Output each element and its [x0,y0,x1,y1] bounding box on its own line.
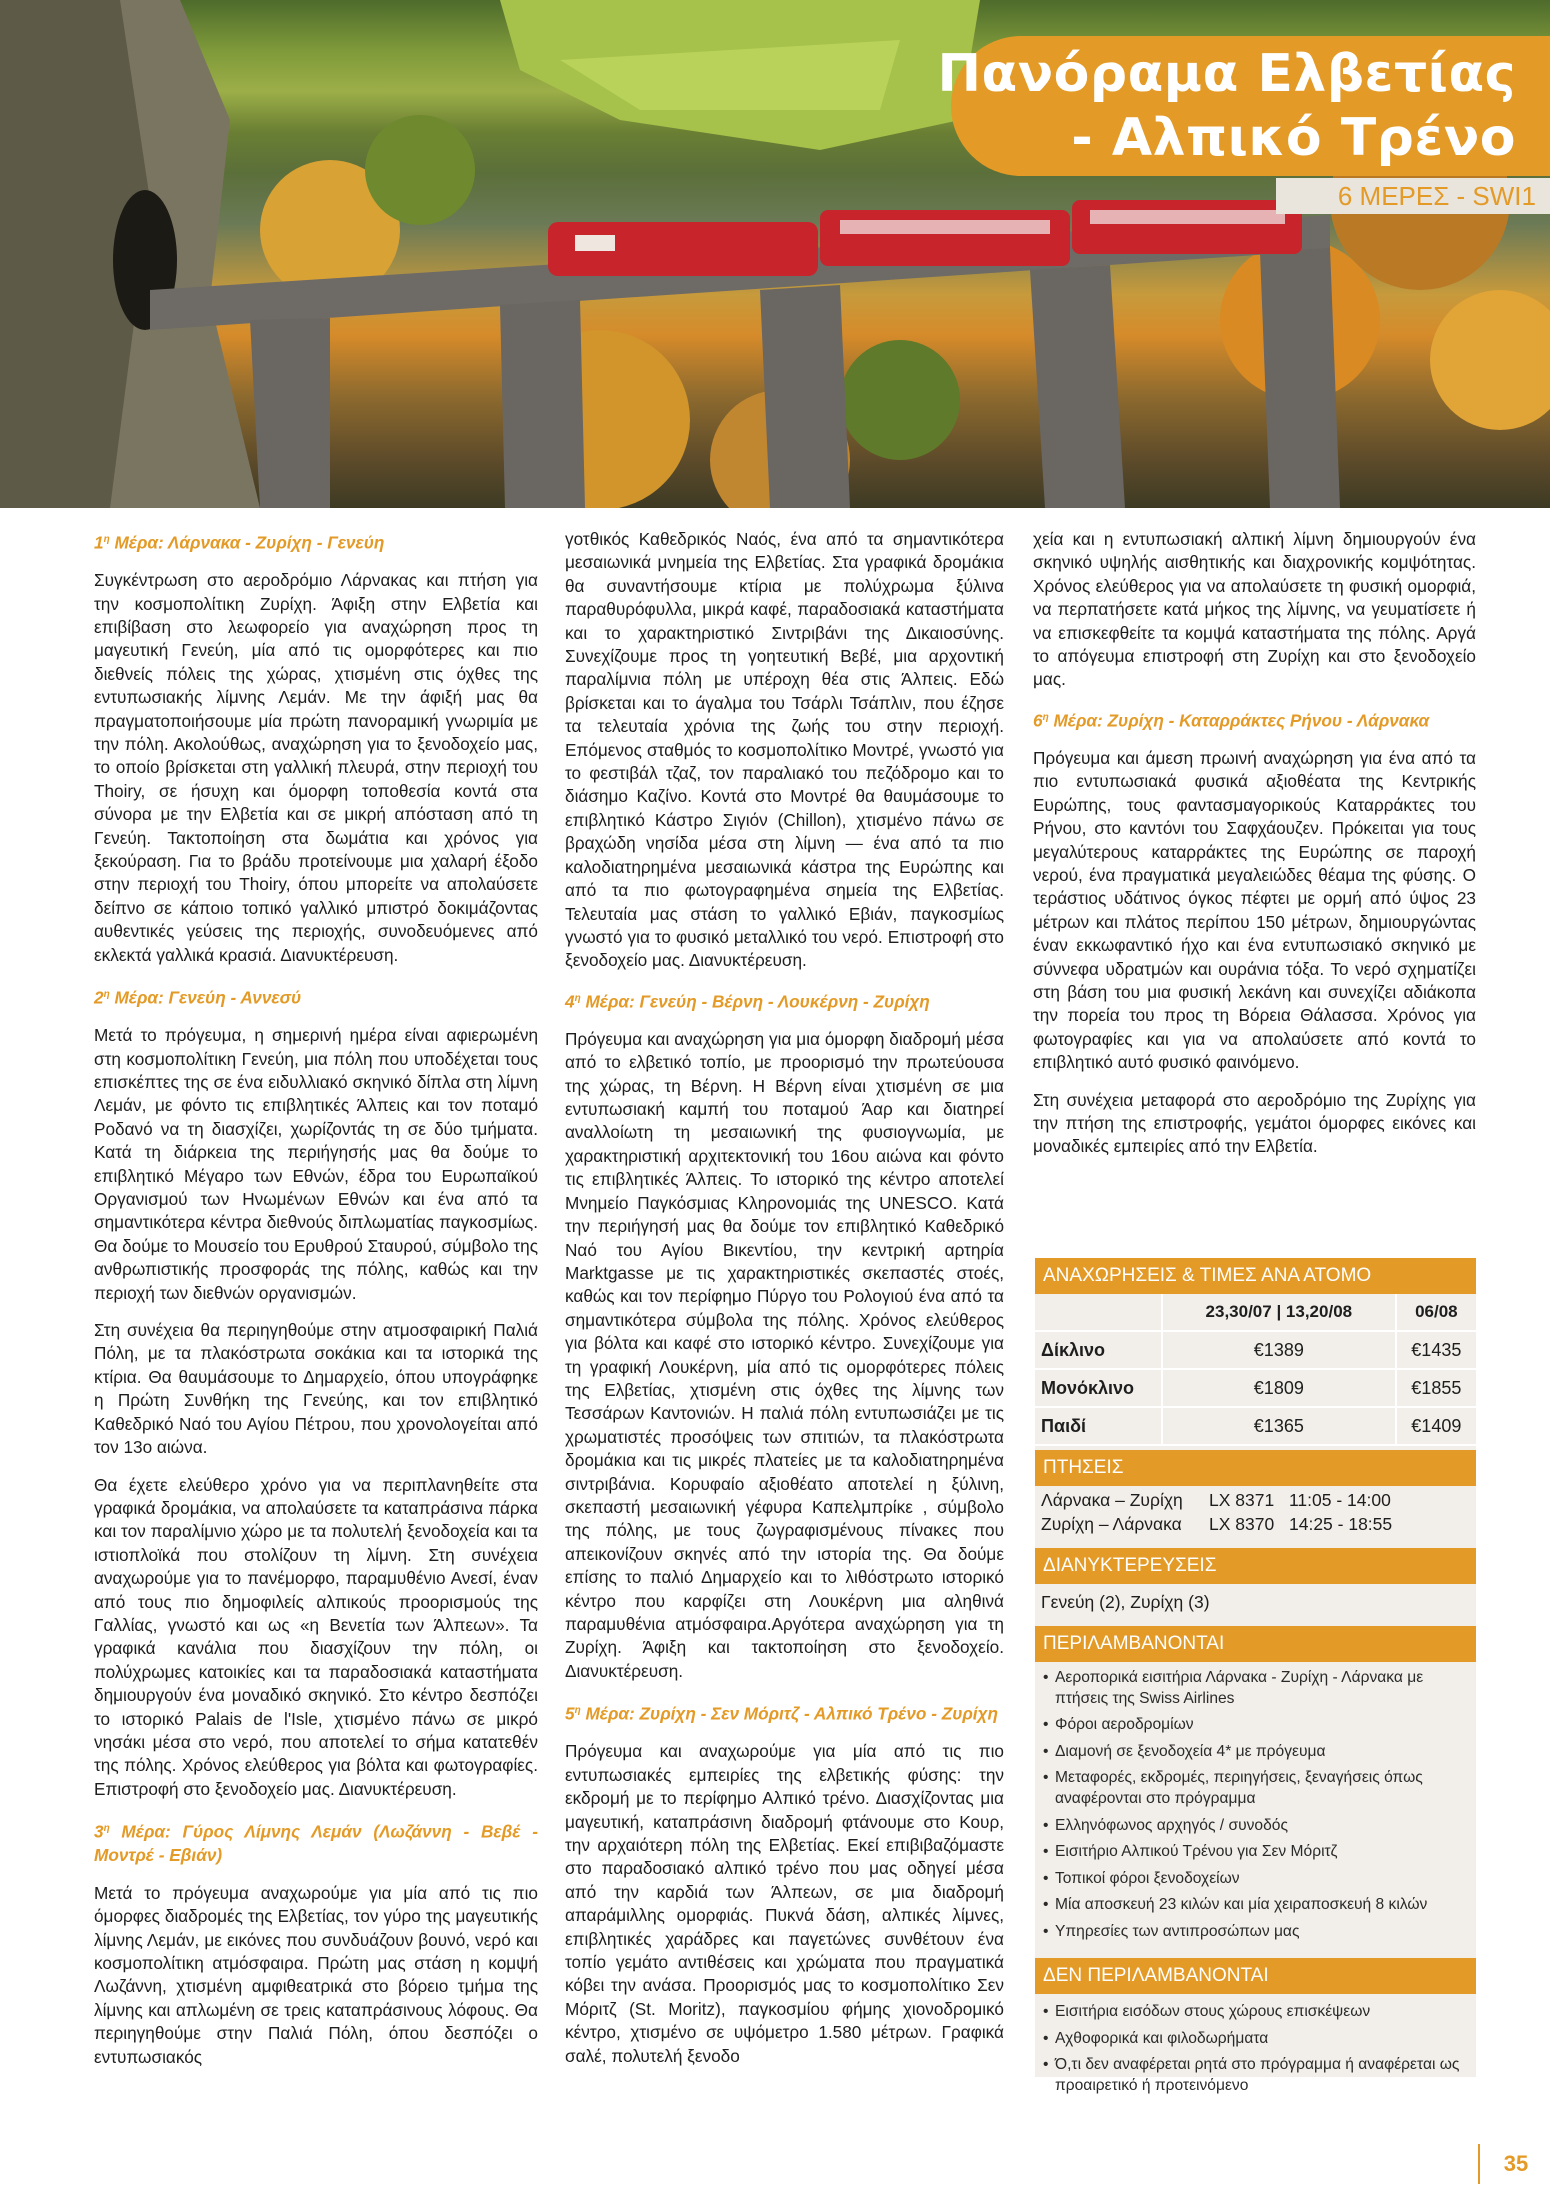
day-6-heading: $6^\eta$ Μέρα: Ζυρίχη - Καταρράκτες Ρήνου - Λάρνακα [1033,710,1430,731]
flight-time: 14:25 - 18:55 [1289,1514,1393,1534]
price-cell: €1809 [1162,1369,1396,1407]
table-row [1035,1407,1476,1445]
list-item: • Ό,τι δεν αναφέρεται ρητά στο πρόγραμμα ή αναφέρεται ως προαιρετικό ή προτεινόμενο [1043,2055,1468,2096]
day-5-heading: $5^\eta$ Μέρα: Ζυρίχη - Σεν Μόριτζ - Αλπικό Τρένο - Ζυρίχη [565,1703,998,1724]
prices-dates-row [1035,1294,1476,1331]
day-2-heading: $2^\eta$ Μέρα: Γενεύη - Αννεσύ [94,987,302,1008]
list-item: • Αχθοφορικά και φιλοδωρήματα [1043,2029,1468,2050]
day-6-text-1: Πρόγευμα και άμεση πρωινή αναχώρηση για ένα από τα πιο εντυπωσιακά φυσικά αξιοθέατα της Κεντρικής Ευρώπης, τους φαντασμαγορικούς Καταρράκτες του Ρήνου, στο καντόνι του Σαφχάουζεν. Πρόκειται για τους μεγαλύτερους καταρράκτες της Ευρώπης σε παροχή νερού, ένα πραγματικά μεγαλειώδες θέαμα της φύσης. Ο τεράστιος υδάτινος όγκος πέφτει με ορμή από ύψος 23 μέτρων και πλάτος περίπου 150 μέτρων, δημιουργώντας έναν εκκωφαντικό ήχο και ένα εντυπωσιακό σκηνικό με σύννεφα υδρατμών και ουράνια τόξα. Το νερό σχηματίζει στη βάση του μια φυσική λεκάνη και συνεχίζει αδιάκοπα την πορεία του προς τη Βόρεια Θάλασσα. Χρόνος για φωτογραφίες και για να απολαύσετε από κοντά το επιβλητικό αυτό φυσικό φαινόμενο. [1033,747,1476,1073]
price-cell: €1389 [1162,1331,1396,1369]
price-cell: €1409 [1396,1407,1476,1445]
list-item: • Εισιτήρια εισόδων στους χώρους επισκέψεων [1043,2002,1468,2023]
overnights-text: Γενεύη (2), Ζυρίχη (3) [1041,1592,1210,1612]
day-2 [94,983,538,1801]
list-item: • Τοπικοί φόροι ξενοδοχείων [1043,1869,1468,1890]
day-1 [94,528,538,967]
list-item: • Ελληνόφωνος αρχηγός / συνοδός [1043,1816,1468,1837]
day-3-heading: $3^\eta$ Μέρα: Γύρος Λίμνης Λεμάν (Λωζάννη - Βεβέ - Μοντρέ - Εβιάν) [94,1821,538,1866]
day-6-text-2: Στη συνέχεια μεταφορά στο αεροδρόμιο της Ζυρίχης για την πτήση της επιστροφής, γεμάτοι όμορφες εικόνες και μοναδικές εμπειρίες από την Ελβετία. [1033,1089,1476,1157]
day-2-text-3: Θα έχετε ελεύθερο χρόνο για να περιπλανηθείτε στα γραφικά δρομάκια, να απολαύσετε τα καταπράσινα πάρκα και τον παραλίμνιο χώρο με τα πολυτελή ξενοδοχεία και τα ιστιοπλοϊκά που στολίζουν τη λίμνη. Στη συνέχεια αναχωρούμε για το πανέμορφο, παραμυθένιο Ανεσί, έναν από τους πιο δημοφιλείς αλπικούς προορισμούς της Γαλλίας, γνωστό και ως «η Βενετία των Άλπεων». Τα γραφικά κανάλια που διασχίζουν την πόλη, οι πολύχρωμες κατοικίες και τα παραδοσιακά καταστήματα δημιουργούν ένα μοναδικό σκηνικό. Στο κέντρο δεσπόζει το ιστορικό Palais de l'Isle, χτισμένο πάνω σε μικρό νησάκι μέσα στο νερό, που αποτελεί το σήμα κατατεθέν της πόλης. Χρόνος ελεύθερος για βόλτα και φωτογραφίες. Επιστροφή στο ξενοδοχείο μας. Διανυκτέρευση. [94,1474,538,1799]
table-row [1035,1331,1476,1369]
list-item: • Διαμονή σε ξενοδοχεία 4* με πρόγευμα [1043,1742,1468,1763]
page-number: 35 [1478,2144,1550,2184]
day-3 [94,1817,538,2069]
flight-time: 11:05 - 14:00 [1289,1490,1391,1510]
itinerary-column-1 [94,528,538,2085]
itinerary-column-2 [565,528,1004,2084]
day-5-text: Πρόγευμα και αναχωρούμε για μία από τις πιο εντυπωσιακές εμπειρίες της ελβετικής φύσης: την εκδρομή με το περίφημο Αλπικό τρένο. Διασχίζοντας μια μαγευτική, καταπράσινη διαδρομή φτάνουμε στο Κουρ, την αρχαιότερη πόλη της Ελβετίας. Εκεί επιβιβαζόμαστε στο παραδοσιακό αλπικό τρένο που μας οδηγεί μέσα από την καρδιά των Άλπεων, σε μια διαδρομή απαράμιλλης ομορφιάς. Πυκνά δάση, αλπικές λίμνες, επιβλητικές χαράδρες και παγετώνες συνθέτουν ένα τοπίο γεμάτο αντιθέσεις και χρώματα που πραγματικά κόβει την ανάσα. Προορισμός μας το κοσμοπολίτικο Σεν Μόριτζ (St. Moritz), παγκοσμίου φήμης χιονοδρομικό κέντρο, χτισμένο σε υψόμετρο 1.580 μέτρων. Γραφικά σαλέ, πολυτελή ξενοδο [565,1741,1004,2066]
day-2-text-2: Στη συνέχεια θα περιηγηθούμε στην ατμοσφαιρική Παλιά Πόλη, με τα πλακόστρωτα σοκάκια και τα ιστορικά της κτίρια. Θα θαυμάσουμε το Δημαρχείο, όπου υπογράφηκε η Πρώτη Συνθήκη της Γενεύης, και τον επιβλητικό Καθεδρικό Ναό του Αγίου Πέτρου, που χρονολογείται από τον 13ο αιώνα. [94,1320,538,1458]
title-banner [937,36,1550,176]
flight-route: Ζυρίχη – Λάρνακα [1041,1514,1182,1534]
price-cell: €1365 [1162,1407,1396,1445]
day-1-heading: $1^\eta$ Μέρα: Λάρνακα - Ζυρίχη - Γενεύη [94,532,385,553]
table-row [1035,1369,1476,1407]
room-type-label: Δίκλινο [1035,1331,1162,1369]
day-3-text: Μετά το πρόγευμα αναχωρούμε για μία από τις πιο όμορφες διαδρομές της Ελβετίας, τον γύρο της μαγευτικής λίμνης Λεμάν, με εικόνες που συνδυάζουν βουνό, νερό και κοσμοπολίτικη ατμόσφαιρα. Πρώτη μας στάση η κομψή Λωζάννη, χτισμένη αμφιθεατρικά στο βόρειο τμήμα της λίμνης και απλωμένη σε τρεις καταπράσινους λόφους. Θα περιηγηθούμε στην Παλιά Πόλη, όπου δεσπόζει ο εντυπωσιακός [94,1882,538,2067]
day-5 [565,1699,1004,2068]
flight-row-2 [1041,1512,1392,1536]
hero-photo-train-viaduct [0,0,1550,508]
included-header: ΠΕΡΙΛΑΜΒΑΝΟΝΤΑΙ [1035,1626,1476,1662]
room-type-label: Παιδί [1035,1407,1162,1445]
list-item: • Μία αποσκευή 23 κιλών και μία χειραποσκευή 8 κιλών [1043,1895,1468,1916]
duration-badge [1276,178,1550,214]
prices-panel [1035,1258,1476,2094]
flights-header: ΠΤΗΣΕΙΣ [1035,1450,1476,1486]
list-item: • Υπηρεσίες των αντιπροσώπων μας [1043,1922,1468,1943]
flight-code: LX 8371 [1209,1490,1275,1510]
prices-header: ΑΝΑΧΩΡΗΣΕΙΣ & ΤΙΜΕΣ ΑΝΑ ΑΤΟΜΟ [1035,1258,1476,1294]
day-2-text-1: Μετά το πρόγευμα, η σημερινή ημέρα είναι αφιερωμένη στη κοσμοπολίτικη Γενεύη, μια πόλη που υποδέχεται τους επισκέπτες της σε ένα ειδυλλιακό σκηνικό δίπλα στη λίμνη Λεμάν, με φόντο τις επιβλητικές Άλπεις και τον ποταμό Ροδανό να τη διασχίζει, χωρίζοντάς τη σε δύο τμήματα. Κατά τη διάρκεια της περιήγησής μας θα δούμε το επιβλητικό Μέγαρο των Εθνών, έδρα του Ευρωπαϊκού Οργανισμού των Ηνωμένων Εθνών και ένα από τα σημαντικότερα κέντρα διεθνούς διπλωματίας παγκοσμίως. Θα δούμε το Μουσείο του Ερυθρού Σταυρού, σύμβολο της ανθρωπιστικής προσφοράς της πόλης, καθώς και την περιοχή των διεθνών οργανισμών. [94,1025,538,1303]
date-column-2: 06/08 [1396,1294,1476,1331]
day-5-text-continued: χεία και η εντυπωσιακή αλπική λίμνη δημιουργούν ένα σκηνικό υψηλής αισθητικής και διαχρονικής κομψότητας. Χρόνος ελεύθερος για να απολαύσετε τη φυσική ομορφιά, να περπατήσετε κατά μήκος της λίμνης, να γευματίσετε ή να επισκεφθείτε τα κομψά καταστήματα της πόλης. Αργά το απόγευμα επιστροφή στη Ζυρίχη και στο ξενοδοχείο μας. [1033,529,1476,690]
prices-table [1035,1294,1476,1446]
flight-row-1 [1041,1488,1391,1512]
flight-route: Λάρνακα – Ζυρίχη [1041,1490,1183,1510]
day-6 [1033,706,1476,1159]
overnights-header: ΔΙΑΝΥΚΤΕΡΕΥΣΕΙΣ [1035,1548,1476,1584]
date-column-1: 23,30/07 | 13,20/08 [1162,1294,1396,1331]
day-4-text: Πρόγευμα και αναχώρηση για μια όμορφη διαδρομή μέσα από το ελβετικό τοπίο, με προορισμό την πρωτεύουσα της χώρας, τη Βέρνη. Η Βέρνη είναι χτισμένη σε μια εντυπωσιακή καμπή του ποταμού Άαρ και διατηρεί αναλλοίωτη τη μεσαιωνική της φυσιογνωμία, με χαρακτηριστική αρχιτεκτονική του 16ου αιώνα και φόντο τις επιβλητικές Άλπεις. Το ιστορικό της κέντρο αποτελεί Μνημείο Παγκόσμιας Κληρονομιάς της UNESCO. Κατά την περιήγησή μας θα δούμε τον επιβλητικό Καθεδρικό Ναό του Αγίου Βικεντίου, την κεντρική αρτηρία Marktgasse με τις χαρακτηριστικές σκεπαστές στοές, καθώς και τον περίφημο Πύργο του Ρολογιού ένα από τα σημαντικότερα σύμβολα της πόλης. Χρόνος ελεύθερος για βόλτα και καφέ στο ιστορικό κέντρο. Συνεχίζουμε για τη γραφική Λουκέρνη, μία από τις ομορφότερες πόλεις της Ελβετίας, χτισμένη στις όχθες της λίμνης των Τεσσάρων Καντονιών. Η παλιά πόλη εντυπωσιάζει με τις χρωματιστές προσόψεις των σπιτιών, τα πλακόστρωτα δρομάκια και τις μικρές πλατείες με τα καλοδιατηρημένα σιντριβάνια. Κορυφαίο αξιοθέατο αποτελεί η ξύλινη, σκεπαστή μεσαιωνική γέφυρα Καπελμπρίκε , σύμβολο της πόλης, με τους ζωγραφισμένους πίνακες που απεικονίζουν σκηνές από την ιστορία της. Θα δούμε επίσης το παλιό Δημαρχείο και το λιθόστρωτο ιστορικό κέντρο που καρφίζει στη Λουκέρνη μια αληθινά παραμυθένια ατμόσφαιρα.Αργότερα αναχώρηση για τη Ζυρίχη. Άφιξη και τακτοποίηση στο ξενοδοχείο. Διανυκτέρευση. [565,1028,1004,1681]
flight-code: LX 8370 [1209,1514,1275,1534]
duration-code: 6 ΜΕΡΕΣ - SWI1 [1337,181,1536,211]
price-cell: €1855 [1396,1369,1476,1407]
included-list [1043,1668,1468,1949]
room-type-label: Μονόκλινο [1035,1369,1162,1407]
excluded-list [1043,2002,1468,2102]
red-train [548,200,1302,276]
excluded-header: ΔΕΝ ΠΕΡΙΛΑΜΒΑΝΟΝΤΑΙ [1035,1958,1476,1994]
day-4-heading: $4^\eta$ Μέρα: Γενεύη - Βέρνη - Λουκέρνη - Ζυρίχη [565,991,930,1012]
list-item: • Μεταφορές, εκδρομές, περιηγήσεις, ξεναγήσεις όπως αναφέρονται στο πρόγραμμα [1043,1768,1468,1809]
page-title-line-2: - Αλπικό Τρένο [1071,108,1516,168]
price-cell: €1435 [1396,1331,1476,1369]
itinerary-column-3 [1033,528,1476,1175]
page-title-line-1: Πανόραμα Ελβετίας [937,44,1516,104]
list-item: • Αεροπορικά εισιτήρια Λάρνακα - Ζυρίχη - Λάρνακα με πτήσεις της Swiss Airlines [1043,1668,1468,1709]
list-item: • Φόροι αεροδρομίων [1043,1715,1468,1736]
list-item: • Εισιτήριο Αλπικού Τρένου για Σεν Μόριτζ [1043,1842,1468,1863]
day-1-text: Συγκέντρωση στο αεροδρόμιο Λάρνακας και πτήση για την κοσμοπολίτικη Ζυρίχη. Άφιξη στην Ελβετία και επιβίβαση στο λεωφορείο για αναχώρηση προς τη μαγευτική Γενεύη, μία από τις ομορφότερες και πιο διεθνείς πόλεις της χώρας, χτισμένη στις όχθες της εντυπωσιακής λίμνης Λεμάν. Με την άφιξή μας θα πραγματοποιήσουμε μία πρώτη πανοραμική γνωριμία με την πόλη. Ακολούθως, αναχώρηση για το ξενοδοχείο μας, το οποίο βρίσκεται στη γαλλική πλευρά, στην περιοχή του Thoiry, σε ήσυχη και όμορφη τοποθεσία κοντά στα σύνορα με την Ελβετία και σε μικρή απόσταση από τη Γενεύη. Τακτοποίηση στα δωμάτια και χρόνος για ξεκούραση. Για το βράδυ προτείνουμε μια χαλαρή έξοδο στην περιοχή του Thoiry, όπου μπορείτε να απολαύσετε δείπνο σε κάποιο τοπικό γαλλικό μπιστρό δοκιμάζοντας αυθεντικές γεύσεις της περιοχής, συνοδευόμενες από εκλεκτά γαλλικά κρασιά. Διανυκτέρευση. [94,570,538,965]
day-4 [565,987,1004,1684]
day-3-text-continued: γοτθικός Καθεδρικός Ναός, ένα από τα σημαντικότερα μεσαιωνικά μνημεία της Ελβετίας. Στα γραφικά δρομάκια θα συναντήσουμε κτίρια με πολύχρωμα ξύλινα παραθυρόφυλλα, μικρά καφέ, παραδοσιακά καταστήματα και το χαρακτηριστικό Σιντριβάνι της Δικαιοσύνης. Συνεχίζουμε προς τη γοητευτική Βεβέ, μια αρχοντική παραλίμνια πόλη με υπέροχη θέα στις Άλπεις. Εδώ βρίσκεται και το άγαλμα του Τσάρλι Τσάπλιν, που έζησε τα τελευταία χρόνια της ζωής του στην περιοχή. Επόμενος σταθμός το κοσμοπολίτικο Μοντρέ, γνωστό για το φεστιβάλ τζαζ, τον παραλιακό του πεζόδρομο και το διάσημο Καζίνο. Κοντά στο Μοντρέ θα θαυμάσουμε το επιβλητικό Κάστρο Σιγιόν (Chillon), χτισμένο πάνω σε βραχώδη νησίδα μέσα στη λίμνη — ένα από τα πιο καλοδιατηρημένα μεσαιωνικά κάστρα της Ευρώπης και από τα πιο φωτογραφημένα σημεία της Ελβετίας. Τελευταία μας στάση το γαλλικό Εβιάν, παγκοσμίως γνωστό για το φυσικό μεταλλικό του νερό. Επιστροφή στο ξενοδοχείο μας. Διανυκτέρευση. [565,529,1004,971]
